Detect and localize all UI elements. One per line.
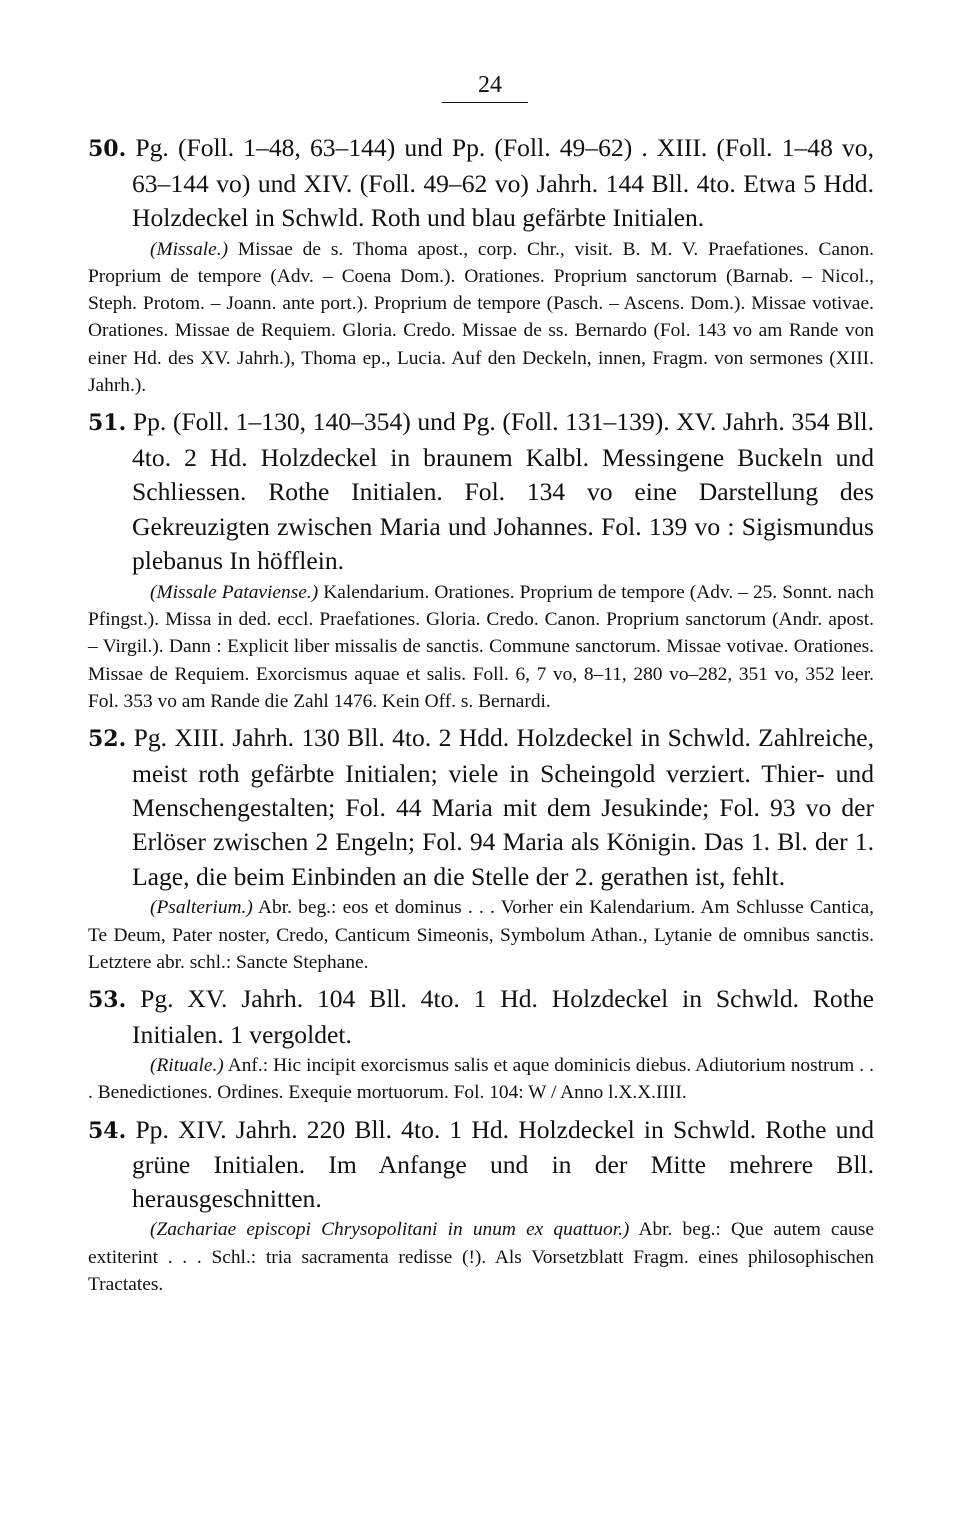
entry-54-description: [88, 1113, 874, 1217]
entry-53-head-text: Pg. XV. Jahrh. 104 Bll. 4to. 1 Hd. Holzdeckel in Schwld. Rothe Initialen. 1 vergoldet.: [132, 984, 874, 1049]
entry-51-head-text: Pp. (Foll. 1–130, 140–354) und Pg. (Foll. 131–139). XV. Jahrh. 354 Bll. 4to. 2 Hd. Holzdeckel in braunem Kalbl. Messingene Buckeln und Schliessen. Rothe Initialen. Fol. 134 vo eine Darstellung des Gekreuzigten zwischen Maria und Johannes. Fol. 139 vo : Sigismundus plebanus In höfflein.: [132, 407, 874, 576]
entry-52-body-text: Abr. beg.: eos et dominus . . . Vorher ein Kalendarium. Am Schlusse Cantica, Te Deum, Pater noster, Credo, Canticum Simeonis, Symbolum Athan., Lytanie de omnibus sanctis. Letztere abr. schl.: Sancte Stephane.: [88, 897, 874, 973]
entry-51-title: (Missale Pataviense.): [150, 581, 319, 603]
entry-50-number: 50.: [88, 136, 127, 162]
entry-52-number: 52.: [88, 726, 127, 753]
entry-50-body-text: Missae de s. Thoma apost., corp. Chr., visit. B. M. V. Praefationes. Canon. Proprium de tempore (Adv. – Coena Dom.). Orationes. Proprium sanctorum (Barnab. – Nicol., Steph. Protom. – Joann. ante port.). Proprium de tempore (Pasch. – Ascens. Dom.). Missae votivae. Orationes. Missae de Requiem. Gloria. Credo. Missae de ss. Bernardo (Fol. 143 vo am Rande von einer Hd. des XV. Jahrh.), Thoma ep., Lucia. Auf den Deckeln, innen, Fragm. von sermones (XIII. Jahrh.).: [88, 238, 874, 396]
entry-51-description: [88, 405, 874, 579]
entry-52-title: (Psalterium.): [150, 897, 253, 919]
catalog-entry-51: [88, 405, 874, 715]
entry-54-body-text: Abr. beg.: Que autem cause extiterint . . . Schl.: tria sacramenta redisse (!). Als Vorsetzblatt Fragm. eines philosophischen Tractates.: [88, 1219, 874, 1295]
entry-50-contents: [88, 236, 874, 400]
catalog-entry-50: [88, 131, 874, 399]
entry-54-title: (Zachariae episcopi Chrysopolitani in unum ex quattuor.): [150, 1219, 630, 1241]
entry-51-body-text: Kalendarium. Orationes. Proprium de tempore (Adv. – 25. Sonnt. nach Pfingst.). Missa in ded. eccl. Praefationes. Gloria. Credo. Canon. Proprium sanctorum (Andr. apost. – Virgil.). Dann : Explicit liber missalis de sanctis. Commune sanctorum. Missae votivae. Orationes. Missae de Requiem. Exorcismus aquae et salis. Foll. 6, 7 vo, 8–11, 280 vo–282, 351 vo, 352 leer. Fol. 353 vo am Rande die Zahl 1476. Kein Off. s. Bernardi.: [88, 581, 874, 712]
entry-53-description: [88, 982, 874, 1052]
page-number: 24: [478, 72, 502, 98]
entry-54-head-text: Pp. XIV. Jahrh. 220 Bll. 4to. 1 Hd. Holzdeckel in Schwld. Rothe und grüne Initialen. Im Anfange und in der Mitte mehrere Bll. herausgeschnitten.: [132, 1114, 874, 1214]
entry-53-title: (Rituale.): [150, 1055, 224, 1077]
entry-54-number: 54.: [88, 1117, 127, 1144]
entry-50-title: (Missale.): [150, 238, 229, 260]
entry-53-body-text: Anf.: Hic incipit exorcismus salis et aque dominicis diebus. Adiutorium nostrum . . . Benedictiones. Ordines. Exequie mortuorum. Fol. 104: W / Anno l.X.X.IIII.: [88, 1055, 874, 1104]
entry-50-description: [88, 131, 874, 236]
entry-52-head-text: Pg. XIII. Jahrh. 130 Bll. 4to. 2 Hdd. Holzdeckel in Schwld. Zahlreiche, meist roth gefärbte Initialen; viele in Scheingold verziert. Thier- und Menschengestalten; Fol. 44 Maria mit dem Jesukinde; Fol. 93 vo der Erlöser zwischen 2 Engeln; Fol. 94 Maria als Königin. Das 1. Bl. der 1. Lage, die beim Einbinden an die Stelle der 2. gerathen ist, fehlt.: [132, 723, 874, 891]
entry-53-number: 53.: [88, 987, 127, 1014]
catalog-entry-54: [88, 1113, 874, 1299]
catalog-entry-52: [88, 721, 874, 976]
entry-51-number: 51.: [88, 410, 127, 437]
catalog-page: [88, 70, 874, 1304]
page-number-rule: [442, 102, 528, 103]
entry-51-contents: [88, 579, 874, 715]
entry-50-head-text: Pg. (Foll. 1–48, 63–144) und Pp. (Foll. 49–62) . XIII. (Foll. 1–48 vo, 63–144 vo) und XIV. (Foll. 49–62 vo) Jahrh. 144 Bll. 4to. Etwa 5 Hdd. Holzdeckel in Schwld. Roth und blau gefärbte Initialen.: [132, 133, 874, 232]
entry-52-contents: [88, 894, 874, 976]
entry-54-contents: [88, 1216, 874, 1298]
entry-52-description: [88, 721, 874, 894]
catalog-entry-53: [88, 982, 874, 1107]
entry-53-contents: [88, 1052, 874, 1107]
